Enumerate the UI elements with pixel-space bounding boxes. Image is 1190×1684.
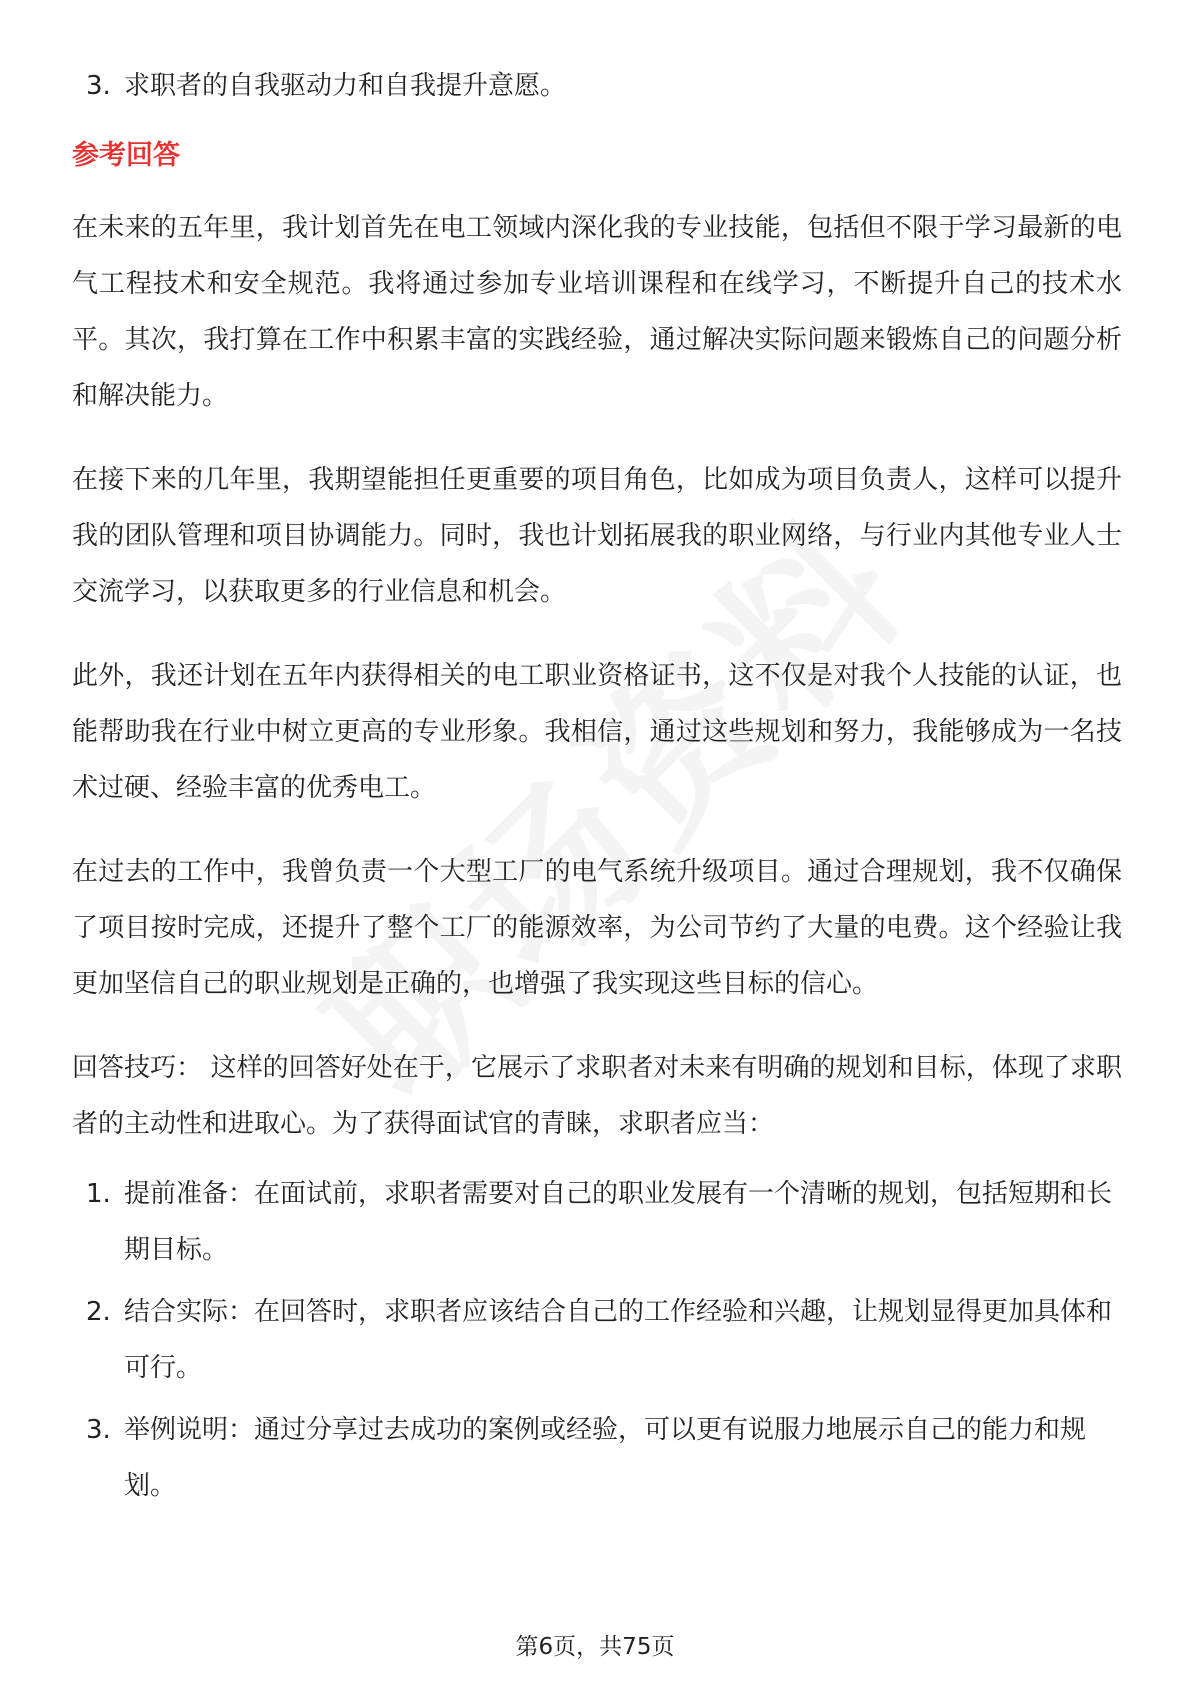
- tip-item: [72, 1402, 1122, 1514]
- list-number: 3.: [86, 1415, 111, 1445]
- list-text: 结合实际：在回答时，求职者应该结合自己的工作经验和兴趣，让规划显得更加具体和可行。: [124, 1297, 1113, 1383]
- document-body: [72, 58, 1122, 1520]
- paragraph-1: 在未来的五年里，我计划首先在电工领域内深化我的专业技能，包括但不限于学习最新的电气工程技术和安全规范。我将通过参加专业培训课程和在线学习，不断提升自己的技术水平。其次，我打算在工作中积累丰富的实践经验，通过解决实际问题来锻炼自己的问题分析和解决能力。: [72, 213, 1122, 411]
- paragraph-4: 在过去的工作中，我曾负责一个大型工厂的电气系统升级项目。通过合理规划，我不仅确保了项目按时完成，还提升了整个工厂的能源效率，为公司节约了大量的电费。这个经验让我更加坚信自己的职业规划是正确的，也增强了我实现这些目标的信心。: [72, 857, 1122, 999]
- tips-list: [72, 1166, 1122, 1514]
- list-number: 1.: [86, 1179, 111, 1209]
- list-text: 举例说明：通过分享过去成功的案例或经验，可以更有说服力地展示自己的能力和规划。: [124, 1415, 1087, 1501]
- intro-list-item: [72, 58, 1122, 114]
- tips-intro-paragraph: 回答技巧： 这样的回答好处在于，它展示了求职者对未来有明确的规划和目标，体现了求职者的主动性和进取心。为了获得面试官的青睐，求职者应当：: [72, 1053, 1122, 1139]
- tip-item: [72, 1284, 1122, 1396]
- list-text: 提前准备：在面试前，求职者需要对自己的职业发展有一个清晰的规划，包括短期和长期目标。: [124, 1179, 1113, 1265]
- section-heading: 参考回答: [72, 140, 180, 171]
- list-number: 3.: [86, 71, 111, 101]
- tip-item: [72, 1166, 1122, 1278]
- list-number: 2.: [86, 1297, 111, 1327]
- page-footer: 第6页，共75页: [515, 1634, 675, 1660]
- paragraph-2: 在接下来的几年里，我期望能担任更重要的项目角色，比如成为项目负责人，这样可以提升我的团队管理和项目协调能力。同时，我也计划拓展我的职业网络，与行业内其他专业人士交流学习，以获取更多的行业信息和机会。: [72, 465, 1122, 607]
- paragraph-3: 此外，我还计划在五年内获得相关的电工职业资格证书，这不仅是对我个人技能的认证，也能帮助我在行业中树立更高的专业形象。我相信，通过这些规划和努力，我能够成为一名技术过硬、经验丰富的优秀电工。: [72, 661, 1122, 803]
- list-text: 求职者的自我驱动力和自我提升意愿。: [124, 71, 567, 101]
